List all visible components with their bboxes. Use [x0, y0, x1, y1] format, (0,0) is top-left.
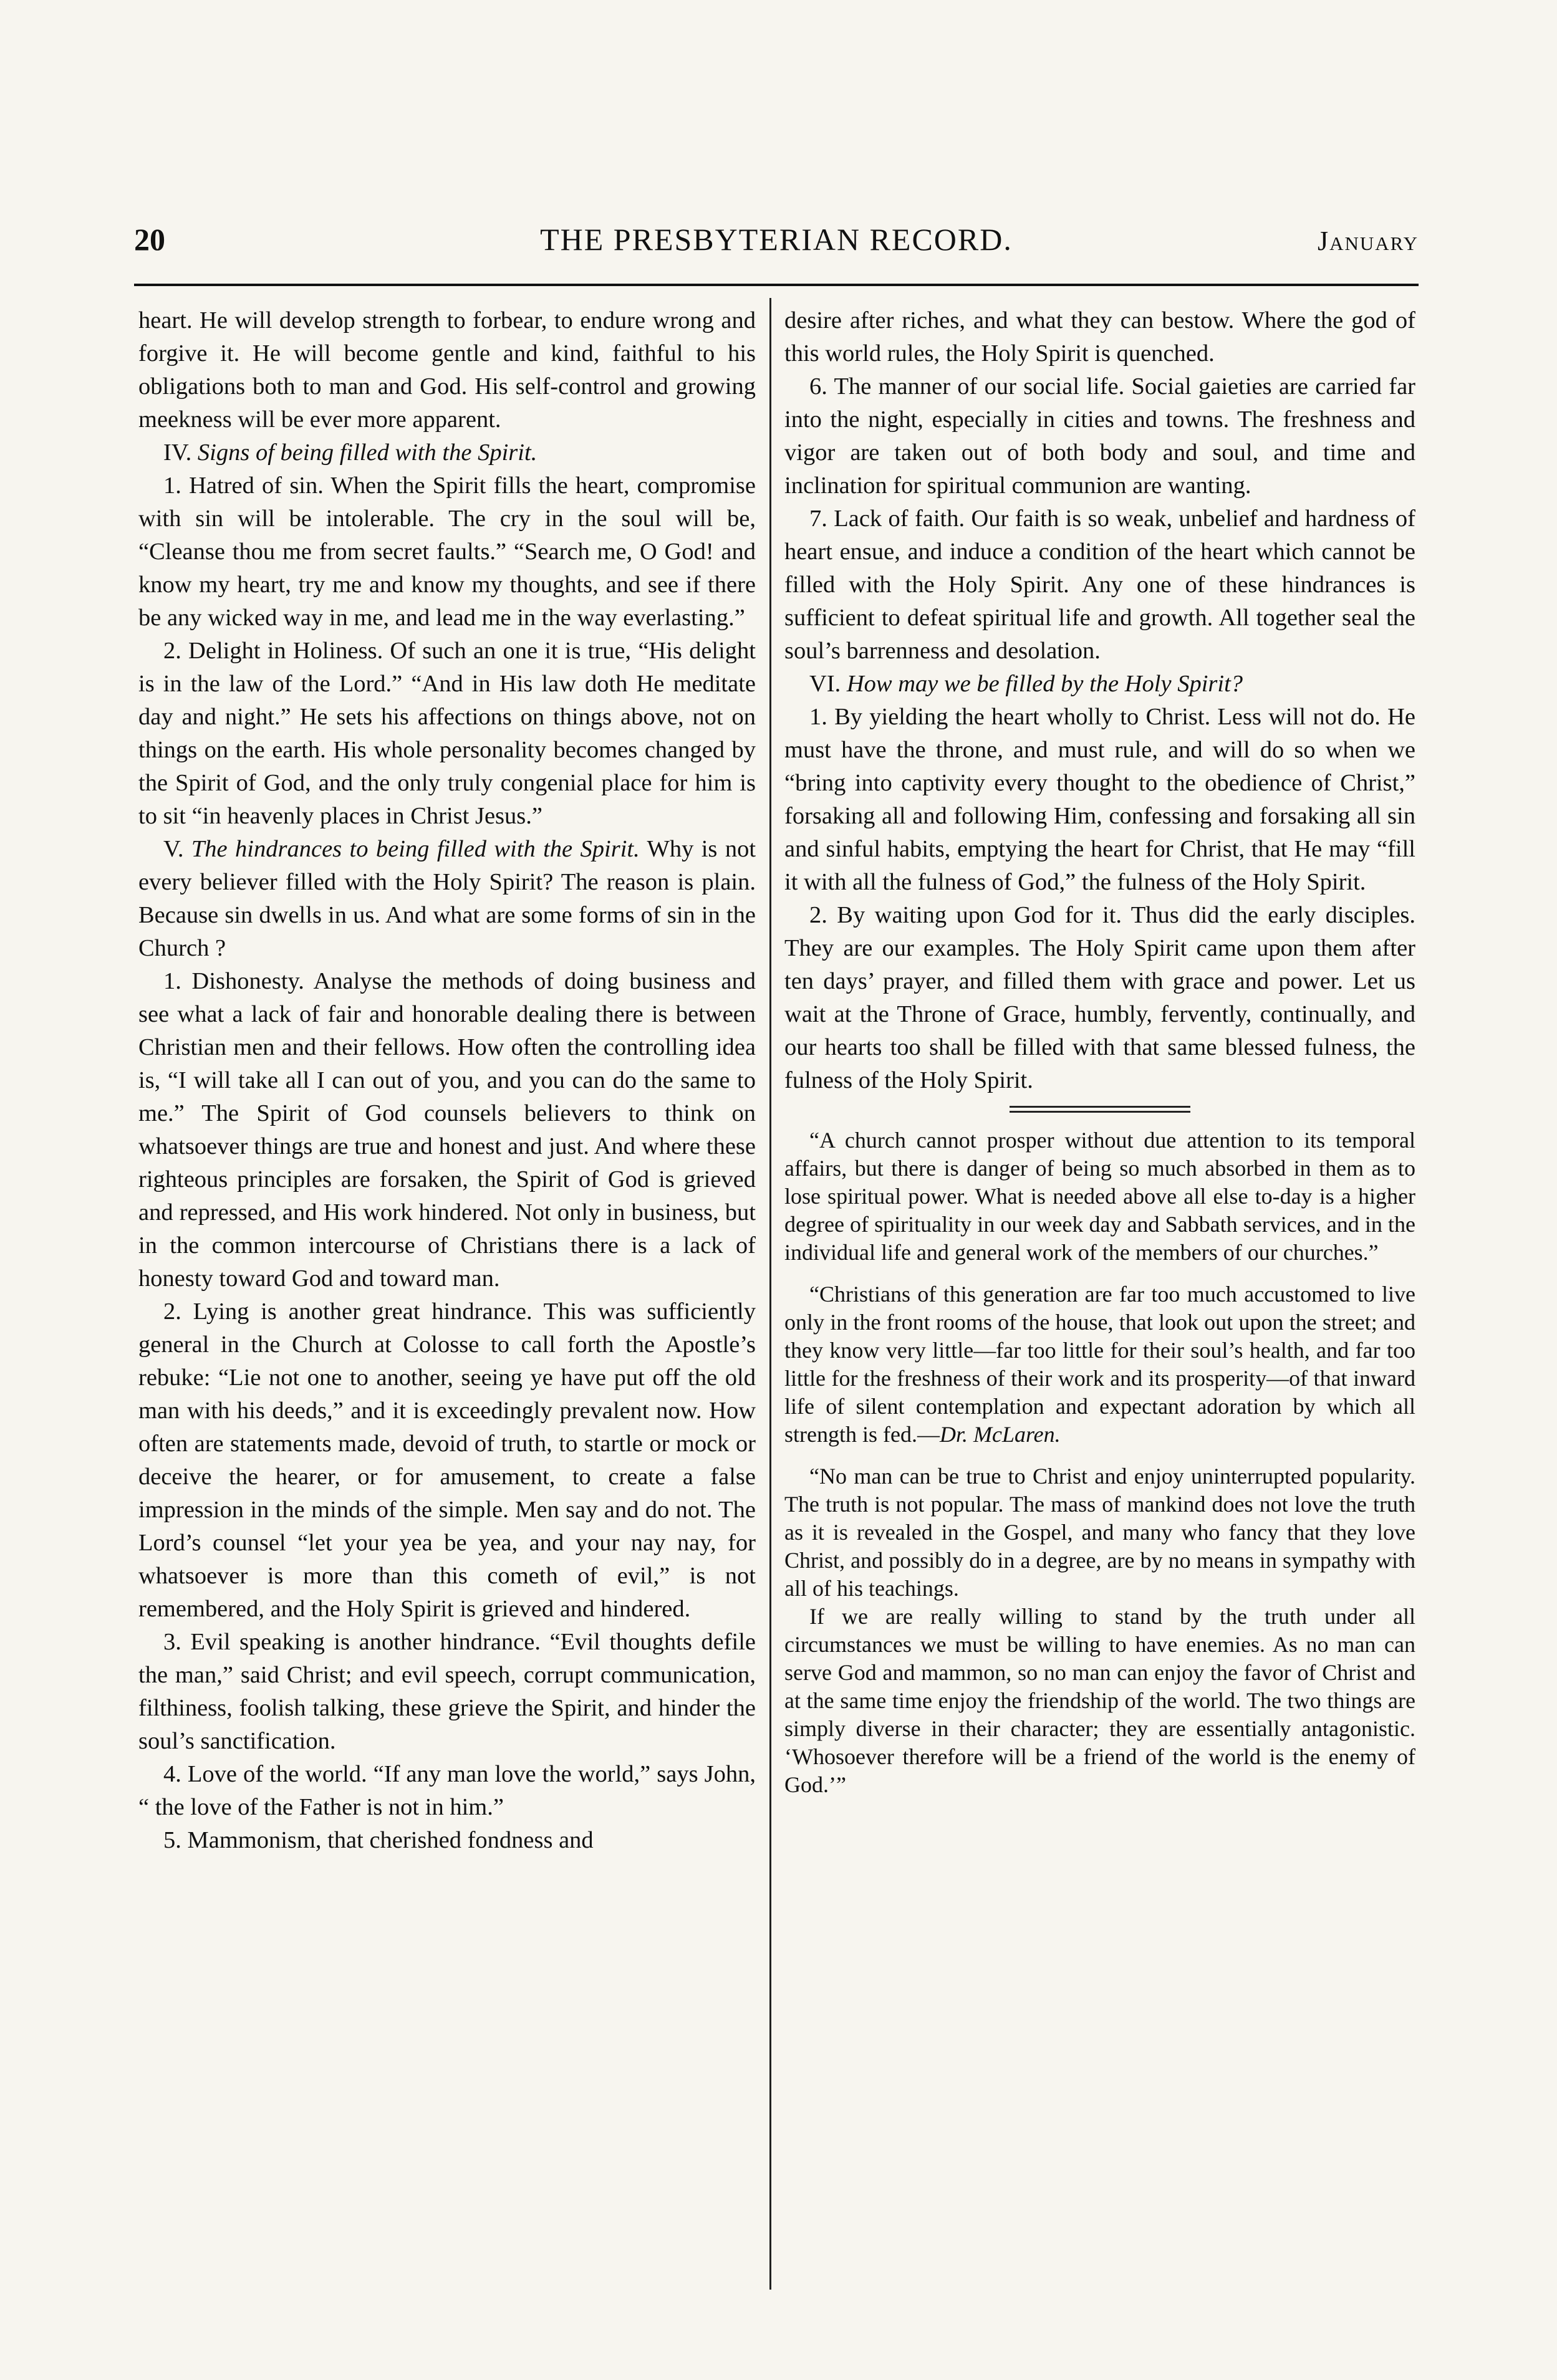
- section-title: The hindrances to being filled with the Spirit.: [191, 836, 640, 862]
- quotations: [784, 1126, 1415, 1799]
- section-number: VI.: [809, 671, 841, 697]
- paragraph: 2. Lying is another great hindrance. This was sufficiently general in the Church at Colosse to call forth the Apostle’s rebuke: “Lie not one to another, seeing ye have put off the old man with his deeds,” and it is exceedingly prevalent now. How often are statements made, devoid of truth, to startle or mock or deceive the hearer, or for amusement, to create a false impression in the minds of the simple. Men say and do not. The Lord’s counsel “let your yea be yea, and your nay nay, for whatsoever is more than this cometh of evil,” is not remembered, and the Holy Spirit is grieved and hindered.: [138, 1298, 756, 1622]
- quotation: If we are really willing to stand by the truth under all circumstances we must be willing to have enemies. As no man can serve God and mammon, so no man can enjoy the favor of Christ and at the same time enjoy the friendship of the world. The two things are simply diverse in their character; they are essentially antagonistic. ‘Whosoever therefore will be a friend of the world is the enemy of God.’”: [784, 1604, 1415, 1797]
- paragraph: 1. By yielding the heart wholly to Christ. Less will not do. He must have the throne, and must rule, and will do so when we “bring into captivity every thought to the obedience of Christ,” forsaking all and following Him, confessing and forsaking all sin and sinful habits, emptying the heart for Christ, that He may “fill it with all the fulness of God,” the fulness of the Holy Spirit.: [784, 704, 1415, 895]
- right-column: [784, 304, 1415, 1799]
- paragraph: 1. Dishonesty. Analyse the methods of doing business and see what a lack of fair and honorable dealing there is between Christian men and their fellows. How often the controlling idea is, “I will take all I can out of you, and you can do the same to me.” The Spirit of God counsels believers to think on whatsoever things are true and honest and just. And where these righteous principles are forsaken, the Spirit of God is grieved and repressed, and His work hindered. Not only in business, but in the common intercourse of Christians there is a lack of honesty toward God and toward man.: [138, 968, 756, 1292]
- paragraph: heart. He will develop strength to forbear, to endure wrong and forgive it. He will become gentle and kind, faithful to his obligations both to man and God. His self-control and growing meekness will be ever more apparent.: [138, 307, 756, 433]
- section-title: Signs of being filled with the Spirit.: [197, 439, 537, 466]
- page-number: 20: [134, 222, 165, 257]
- section-intro: Why is not every believer filled with the Holy Spirit? The reason is plain. Because sin dwells in us. And what are some forms of sin in the Church ?: [138, 836, 756, 961]
- quotation-text: “Christians of this generation are far too much accustomed to live only in the front rooms of the house, that look out upon the street; and they know very little—far too little for their soul’s health, and far too little for the freshness of their work and its prosperity—of that inward life of silent contemplation and expectant adoration by which all strength is fed.—: [784, 1282, 1415, 1447]
- paragraph: 2. Delight in Holiness. Of such an one it is true, “His delight is in the law of the Lord.” “And in His law doth He meditate day and night.” He sets his affections on things above, not on things on the earth. His whole personality becomes changed by the Spirit of God, and the only truly congenial place for him is to sit “in heavenly places in Christ Jesus.”: [138, 638, 756, 829]
- paragraph: 1. Hatred of sin. When the Spirit fills the heart, compromise with sin will be intolerable. The cry in the soul will be, “Cleanse thou me from secret faults.” “Search me, O God! and know my heart, try me and know my thoughts, and see if there be any wicked way in me, and lead me in the way everlasting.”: [138, 473, 756, 631]
- section-number: IV.: [163, 439, 192, 466]
- section-title: How may we be filled by the Holy Spirit?: [846, 671, 1243, 697]
- double-rule-divider: [1010, 1106, 1190, 1113]
- header-rule: [134, 284, 1419, 286]
- paragraph: 2. By waiting upon God for it. Thus did the early disciples. They are our examples. The Holy Spirit came upon them after ten days’ prayer, and filled them with grace and power. Let us wait at the Throne of Grace, humbly, fervently, continually, and our hearts too shall be filled with that same blessed fulness, the fulness of the Holy Spirit.: [784, 902, 1415, 1093]
- quotation: “A church cannot prosper without due attention to its temporal affairs, but there is danger of being so much absorbed in them as to lose spiritual power. What is needed above all else to-day is a higher degree of spirituality in our week day and Sabbath services, and in the individual life and general work of the members of our churches.”: [784, 1128, 1415, 1265]
- section-heading: [138, 436, 756, 469]
- section-heading: [784, 668, 1415, 701]
- paragraph: 3. Evil speaking is another hindrance. “Evil thoughts defile the man,” said Christ; and evil speech, corrupt communication, filthiness, foolish talking, these grieve the Spirit, and hinder the soul’s sanctification.: [138, 1629, 756, 1754]
- section-number: V.: [163, 836, 184, 862]
- column-divider: [769, 298, 771, 2290]
- publication-title: THE PRESBYTERIAN RECORD.: [540, 222, 1013, 257]
- paragraph: 4. Love of the world. “If any man love the world,” says John, “ the love of the Father is not in him.”: [138, 1761, 756, 1820]
- paragraph: 6. The manner of our social life. Social gaieties are carried far into the night, especially in cities and towns. The freshness and vigor are taken out of both body and soul, and time and inclination for spiritual communion are wanting.: [784, 373, 1415, 499]
- quotation: [784, 1280, 1415, 1449]
- quotation: “No man can be true to Christ and enjoy uninterrupted popularity. The truth is not popular. The mass of mankind does not love the truth as it is revealed in the Gospel, and many who fancy that they love Christ, and possibly do in a degree, are by no means in sympathy with all of his teachings.: [784, 1464, 1415, 1601]
- paragraph: desire after riches, and what they can bestow. Where the god of this world rules, the Holy Spirit is quenched.: [784, 307, 1415, 367]
- section-heading: [138, 833, 756, 965]
- quotation-attribution: Dr. McLaren.: [939, 1422, 1061, 1447]
- issue-month: January: [1317, 226, 1419, 256]
- page-header: [134, 221, 1419, 271]
- paragraph: 5. Mammonism, that cherished fondness and: [163, 1827, 594, 1853]
- left-column: [138, 304, 756, 1857]
- paragraph: 7. Lack of faith. Our faith is so weak, unbelief and hardness of heart ensue, and induce a condition of the heart which cannot be filled with the Holy Spirit. Any one of these hindrances is sufficient to defeat spiritual life and growth. All together seal the soul’s barrenness and desolation.: [784, 506, 1415, 664]
